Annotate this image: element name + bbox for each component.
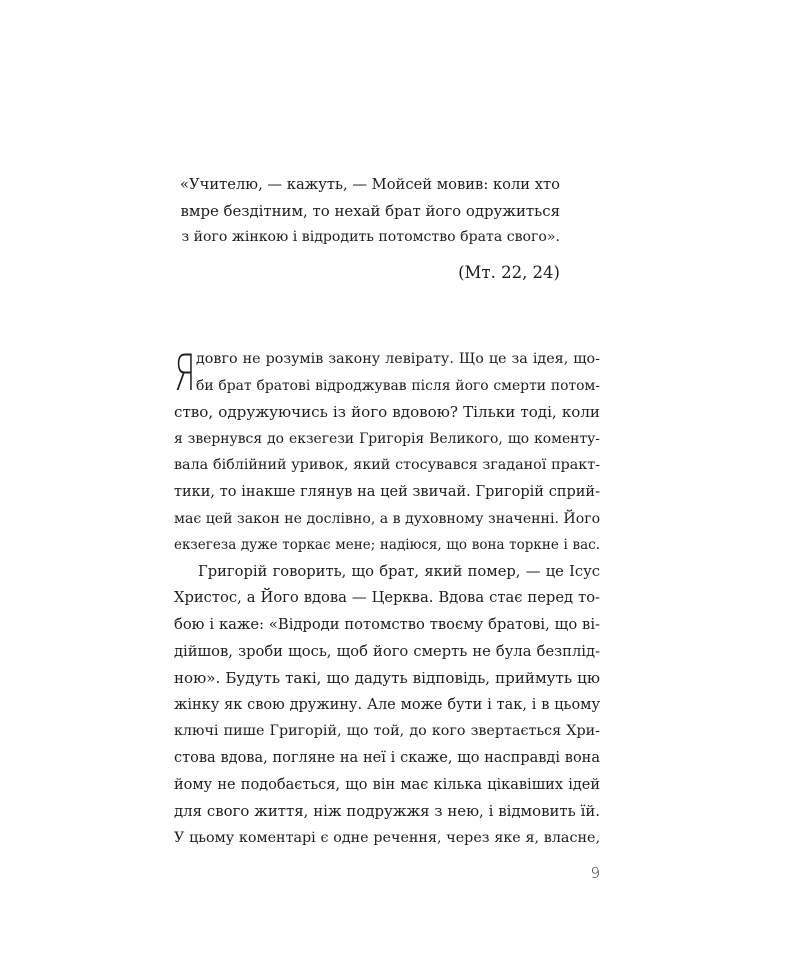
paragraph-line: для свого життя, ніж подружжя з нею, і відмовить їй.: [174, 802, 600, 821]
paragraph-line: Христос, а Його вдова — Церква. Вдова стає перед то-: [174, 589, 600, 607]
paragraph-line: ство, одружуючись із його вдовою? Тільки тоді, коли: [174, 403, 600, 422]
epigraph: [180, 172, 560, 286]
paragraph-line: стова вдова, погляне на неї і скаже, що насправді вона: [174, 749, 600, 766]
epigraph-line: з його жінкою і відродить потомство брата свого».: [181, 229, 560, 245]
paragraph-line: ною». Будуть такі, що дадуть відповідь, приймуть цю: [174, 669, 600, 688]
paragraph-line: тики, то інакше глянув на цей звичай. Григорій сприй-: [174, 483, 600, 500]
body-text: [174, 346, 600, 851]
paragraph-line: я звернувся до екзегези Григорія Великого, що коменту-: [174, 430, 600, 447]
paragraph-line: екзегеза дуже торкає мене; надіюся, що вона торкне і вас.: [174, 537, 600, 554]
paragraph-line: дійшов, зроби щось, щоб його смерть не була безплід-: [174, 642, 600, 660]
page-number: 9: [590, 864, 600, 882]
paragraph-line: довго не розумів закону левірату. Що це за ідея, що-: [196, 351, 600, 367]
epigraph-line: вмре бездітним, то нехай брат його одружиться: [180, 202, 560, 220]
paragraph-line: має цей закон не дослівно, а в духовному значенні. Його: [174, 510, 601, 527]
paragraph-line: бою і каже: «Відроди потомство твоєму братові, що ві-: [174, 615, 600, 633]
drop-cap: Я: [174, 344, 196, 402]
paragraph-line: Григорій говорить, що брат, який помер, — це Ісус: [198, 562, 600, 580]
epigraph-line: «Учителю, — кажуть, — Мойсей мовив: коли хто: [180, 176, 560, 193]
paragraph-line: вала біблійний уривок, який стосувався згаданої практ-: [174, 457, 600, 474]
paragraph-line: У цьому коментарі є одне речення, через яке я, власне,: [174, 829, 600, 846]
paragraph-line: би брат братові відроджував після його смерти потом-: [196, 377, 600, 394]
epigraph-source: (Мт. 22, 24): [458, 263, 560, 282]
paragraph-line: жінку як свою дружину. Але може бути і так, і в цьому: [174, 696, 600, 713]
paragraph-line: ключі пише Григорій, що той, до кого звертається Хри-: [174, 723, 600, 740]
paragraph-line: йому не подобається, що він має кілька цікавіших ідей: [174, 776, 600, 793]
